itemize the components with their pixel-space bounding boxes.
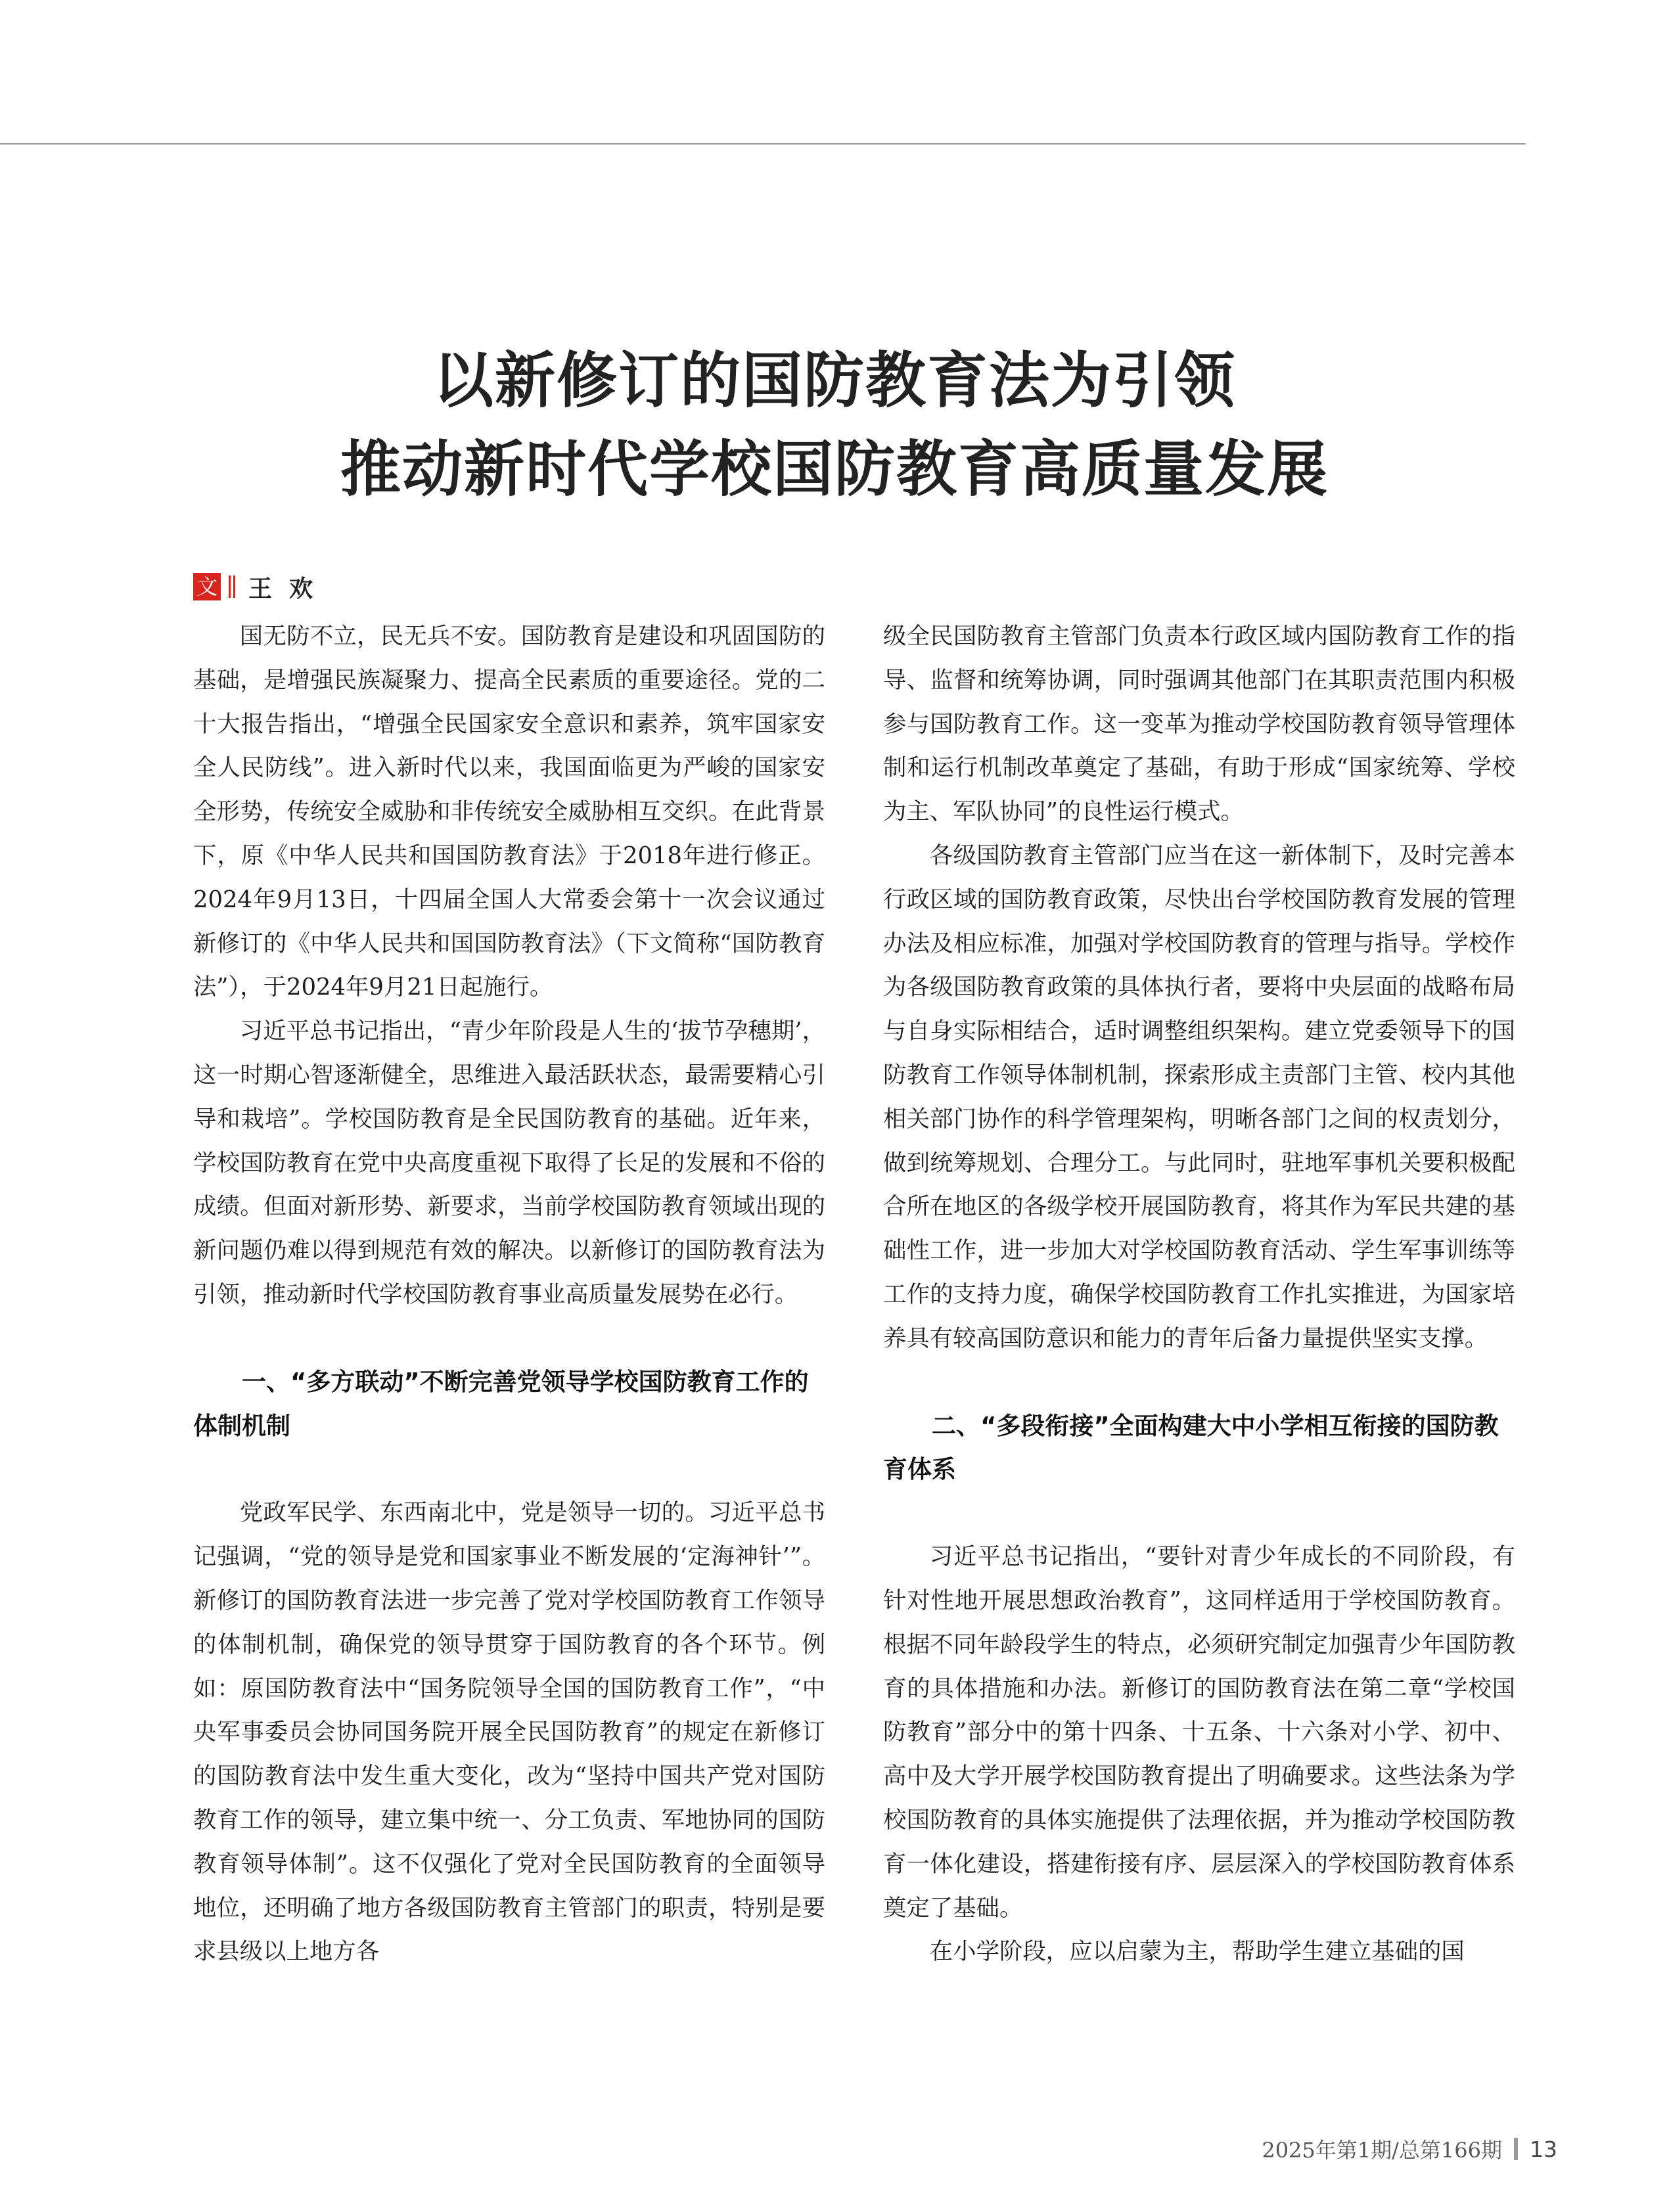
section-2-paragraph-2: 在小学阶段，应以启蒙为主，帮助学生建立基础的国 xyxy=(929,1938,1465,1966)
page-number: 13 xyxy=(1530,2136,1557,2162)
byline xyxy=(193,573,330,600)
page-footer xyxy=(1262,2133,1557,2165)
section-1-paragraph-2: 各级国防教育主管部门应当在这一新体制下，及时完善本行政区域的国防教育政策，尽快出台学校国防教育发展的管理办法及相应标准，加强对学校国防教育的管理与指导。学校作为各级国防教育政策的具体执行者，要将中央层面的战略布局与自身实际相结合，适时调整组织架构。建立党委领导下的国防教育工作领导体制机制，探索形成主责部门主管、校内其他相关部门协作的科学管理架构，明晰各部门之间的权责划分，做到统筹规划、合理分工。与此同时，驻地军事机关要积极配合所在地区的各级学校开展国防教育，将其作为军民共建的基础性工作，进一步加大对学校国防教育活动、学生军事训练等工作的支持力度，确保学校国防教育工作扎实推进，为国家培养具有较高国防意识和能力的青年后备力量提供坚实支撑。 xyxy=(883,842,1515,1352)
issue-label: 2025年第1期/总第166期 xyxy=(1262,2138,1502,2163)
right-column xyxy=(883,615,1515,1974)
section-1-paragraph: 党政军民学、东西南北中，党是领导一切的。习近平总书记强调，“党的领导是党和国家事业不断发展的‘定海神针’”。新修订的国防教育法进一步完善了党对学校国防教育工作领导的体制机制，确保党的领导贯穿于国防教育的各个环节。例如：原国防教育法中“国务院领导全国的国防教育工作”，“中央军事委员会协同国务院开展全民国防教育”的规定在新修订的国防教育法中发生重大变化，改为“坚持中国共产党对国防教育工作的领导，建立集中统一、分工负责、军地协同的国防教育领导体制”。这不仅强化了党对全民国防教育的全面领导地位，还明确了地方各级国防教育主管部门的职责，特别是要求县级以上地方各 xyxy=(193,1499,825,1966)
footer-divider xyxy=(1514,2138,1518,2160)
author-name: 王欢 xyxy=(248,575,331,602)
section-heading-1: 一、“多方联动”不断完善党领导学校国防教育工作的体制机制 xyxy=(193,1367,809,1440)
section-heading-2: 二、“多段衔接”全面构建大中小学相互衔接的国防教育体系 xyxy=(883,1411,1499,1484)
header-rule xyxy=(0,143,1526,145)
byline-divider xyxy=(229,576,235,598)
article-title-line-2: 推动新时代学校国防教育高质量发展 xyxy=(340,434,1329,505)
byline-text-mark-icon: 文 xyxy=(193,573,221,600)
article-title-line-1: 以新修订的国防教育法为引领 xyxy=(432,346,1236,416)
intro-paragraph-1: 国无防不立，民无兵不安。国防教育是建设和巩固国防的基础，是增强民族凝聚力、提高全民素质的重要途径。党的二十大报告指出，“增强全民国家安全意识和素养，筑牢国家安全人民防线”。进入新时代以来，我国面临更为严峻的国家安全形势，传统安全威胁和非传统安全威胁相互交织。在此背景下，原《中华人民共和国国防教育法》于2018年进行修正。2024年9月13日，十四届全国人大常委会第十一次会议通过新修订的《中华人民共和国国防教育法》（下文简称“国防教育法”），于2024年9月21日起施行。 xyxy=(193,623,825,1001)
section-1-continuation: 级全民国防教育主管部门负责本行政区域内国防教育工作的指导、监督和统筹协调，同时强调其他部门在其职责范围内积极参与国防教育工作。这一变革为推动学校国防教育领导管理体制和运行机制改革奠定了基础，有助于形成“国家统筹、学校为主、军队协同”的良性运行模式。 xyxy=(883,623,1515,826)
section-2-paragraph: 习近平总书记指出，“要针对青少年成长的不同阶段，有针对性地开展思想政治教育”，这同样适用于学校国防教育。根据不同年龄段学生的特点，必须研究制定加强青少年国防教育的具体措施和办法。新修订的国防教育法在第二章“学校国防教育”部分中的第十四条、十五条、十六条对小学、初中、高中及大学开展学校国防教育提出了明确要求。这些法条为学校国防教育的具体实施提供了法理依据，并为推动学校国防教育一体化建设，搭建衔接有序、层层深入的学校国防教育体系奠定了基础。 xyxy=(883,1543,1515,1922)
intro-paragraph-2: 习近平总书记指出，“青少年阶段是人生的‘拔节孕穗期’，这一时期心智逐渐健全，思维进入最活跃状态，最需要精心引导和栽培”。学校国防教育是全民国防教育的基础。近年来，学校国防教育在党中央高度重视下取得了长足的发展和不俗的成绩。但面对新形势、新要求，当前学校国防教育领域出现的新问题仍难以得到规范有效的解决。以新修订的国防教育法为引领，推动新时代学校国防教育事业高质量发展势在必行。 xyxy=(193,1018,825,1308)
left-column xyxy=(193,615,825,1974)
